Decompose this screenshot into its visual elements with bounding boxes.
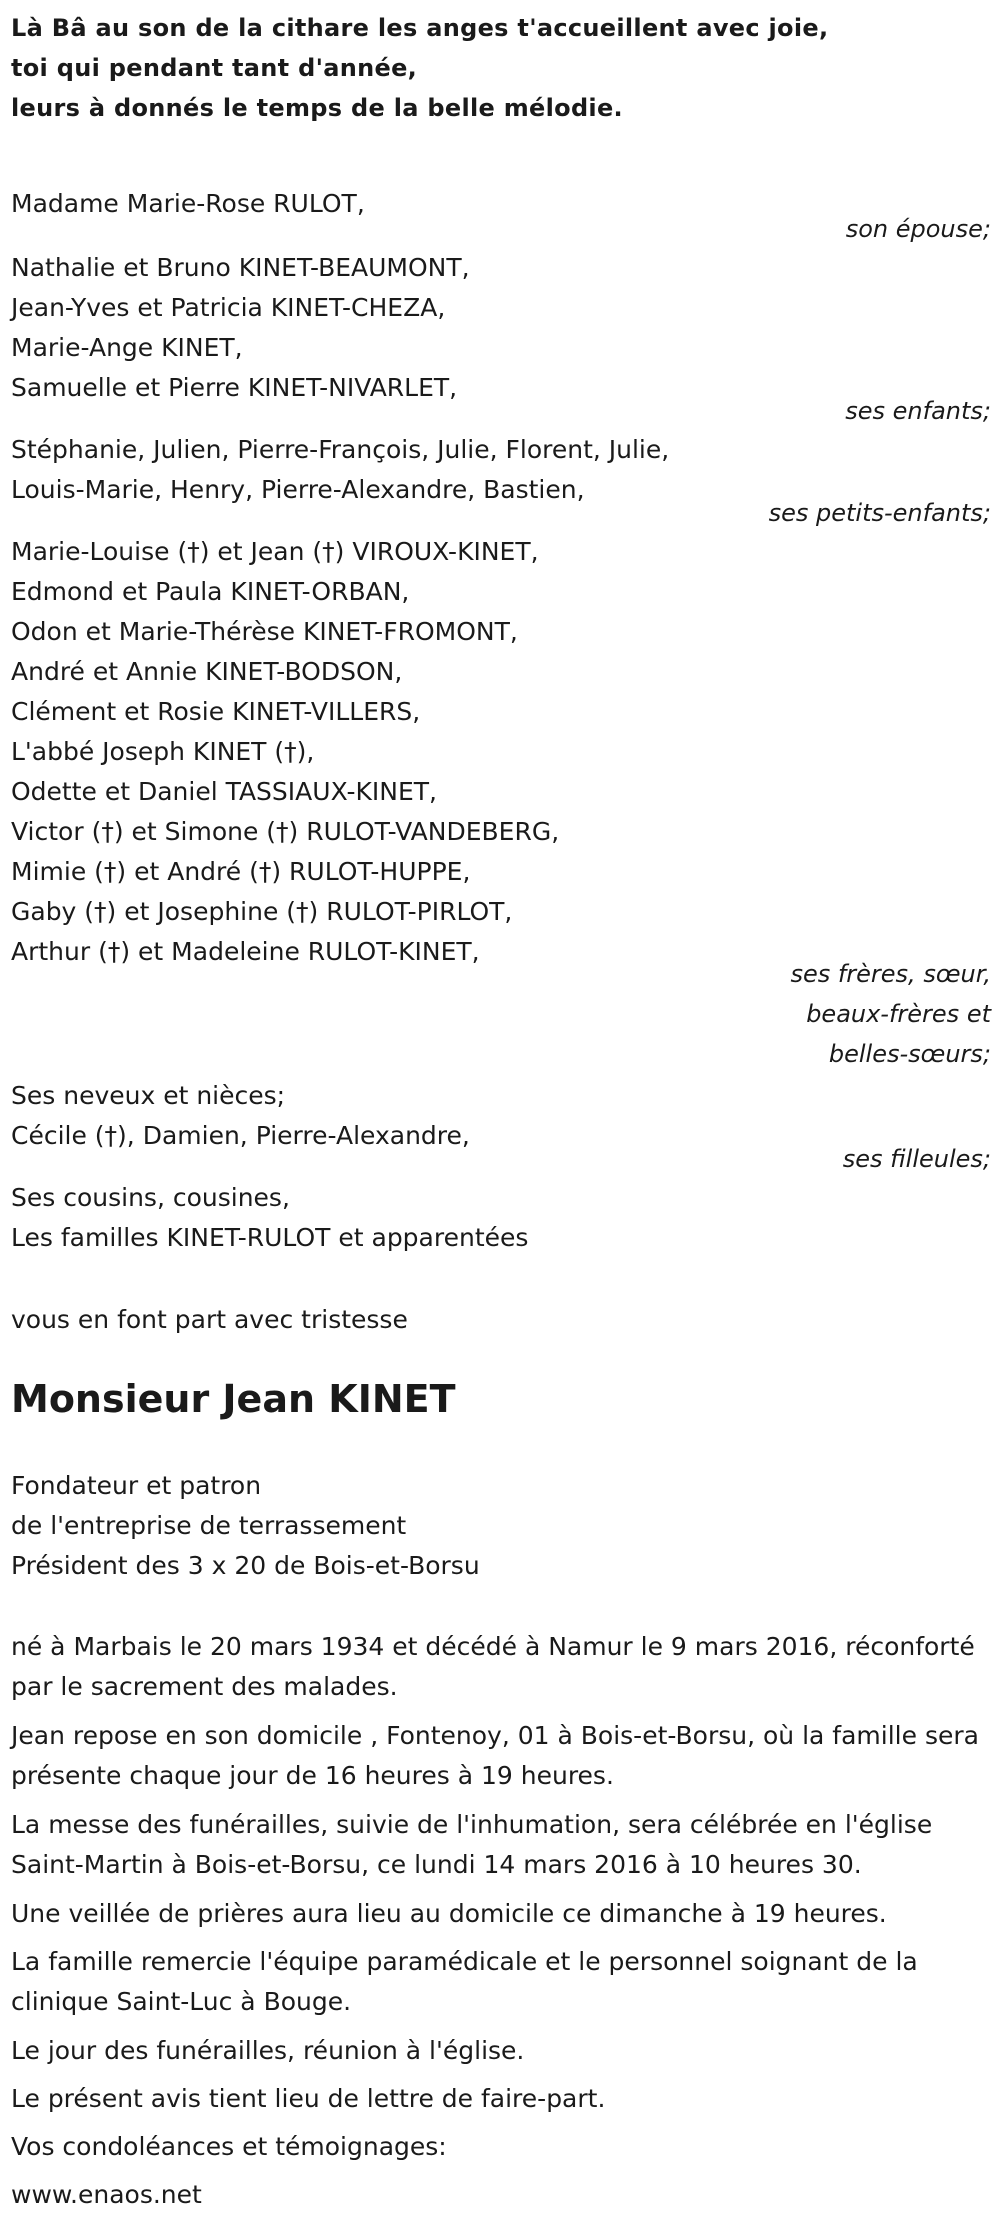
family-line: Nathalie et Bruno KINET-BEAUMONT, [11, 253, 470, 282]
role-godchildren [843, 1139, 991, 1179]
family-line: Cécile (†), Damien, Pierre-Alexandre, [11, 1121, 470, 1150]
family-line: Jean-Yves et Patricia KINET-CHEZA, [11, 293, 446, 322]
prayer-vigil-paragraph: Une veillée de prières aura lieu au domicile ce dimanche à 19 heures. [11, 1899, 887, 1928]
family-line: Ses neveux et nièces; [11, 1081, 286, 1110]
family-line: Marie-Louise (†) et Jean (†) VIROUX-KINET, [11, 537, 539, 566]
family-group-spouse [11, 184, 365, 224]
family-line: Ses cousins, cousines, [11, 1183, 290, 1212]
role-siblings [790, 954, 991, 1074]
role-children [845, 391, 991, 431]
family-line: Madame Marie-Rose RULOT, [11, 189, 365, 218]
funeral-mass-paragraph: La messe des funérailles, suivie de l'inhumation, sera célébrée en l'église Saint-Martin à Bois-et-Borsu, ce lundi 14 mars 2016 à 10 heures 30. [11, 1810, 933, 1879]
thanks-paragraph: La famille remercie l'équipe paramédicale et le personnel soignant de la clinique Saint-Luc à Bouge. [11, 1947, 918, 2016]
birth-death-paragraph: né à Marbais le 20 mars 1934 et décédé à Namur le 9 mars 2016, réconforté par le sacrement des malades. [11, 1632, 975, 1701]
role-line: ses enfants; [845, 397, 991, 425]
poem [11, 8, 828, 128]
deceased-name: Monsieur Jean KINET [11, 1377, 456, 1421]
family-line: L'abbé Joseph KINET (†), [11, 737, 315, 766]
title-line: de l'entreprise de terrassement [11, 1511, 407, 1540]
title-line: Président des 3 x 20 de Bois-et-Borsu [11, 1551, 480, 1580]
family-group-children [11, 248, 470, 408]
announcement-text: vous en font part avec tristesse [11, 1305, 408, 1334]
family-line: Gaby (†) et Josephine (†) RULOT-PIRLOT, [11, 897, 513, 926]
family-line: Victor (†) et Simone (†) RULOT-VANDEBERG, [11, 817, 560, 846]
family-line: Louis-Marie, Henry, Pierre-Alexandre, Bastien, [11, 475, 585, 504]
poem-line: leurs à donnés le temps de la belle mélodie. [11, 94, 623, 122]
family-line: Clément et Rosie KINET-VILLERS, [11, 697, 421, 726]
role-line: belles-sœurs; [828, 1040, 991, 1068]
family-group-godchildren [11, 1076, 470, 1156]
role-spouse [846, 209, 991, 249]
family-line: Arthur (†) et Madeleine RULOT-KINET, [11, 937, 480, 966]
family-line: Samuelle et Pierre KINET-NIVARLET, [11, 373, 458, 402]
role-line: ses filleules; [842, 1145, 991, 1173]
poem-line: Là Bâ au son de la cithare les anges t'accueillent avec joie, [11, 14, 829, 42]
role-line: beaux-frères et [806, 1000, 991, 1028]
vigil-location-paragraph: Jean repose en son domicile , Fontenoy, 01 à Bois-et-Borsu, où la famille sera présente chaque jour de 16 heures à 19 heures. [11, 1721, 979, 1790]
family-group-cousins [11, 1178, 528, 1258]
family-line: Marie-Ange KINET, [11, 333, 243, 362]
family-line: Edmond et Paula KINET-ORBAN, [11, 577, 410, 606]
website-link[interactable]: www.enaos.net [11, 2180, 202, 2209]
role-grandchildren [769, 493, 991, 533]
role-line: ses frères, sœur, [790, 960, 991, 988]
family-line: Stéphanie, Julien, Pierre-François, Julie, Florent, Julie, [11, 435, 670, 464]
notice-paragraph: Le présent avis tient lieu de lettre de faire-part. [11, 2084, 606, 2113]
poem-line: toi qui pendant tant d'année, [11, 54, 418, 82]
role-line: son épouse; [845, 215, 991, 243]
meeting-paragraph: Le jour des funérailles, réunion à l'église. [11, 2036, 525, 2065]
family-group-siblings [11, 532, 559, 972]
title-line: Fondateur et patron [11, 1471, 262, 1500]
family-group-grandchildren [11, 430, 669, 510]
condolences-paragraph: Vos condoléances et témoignages: [11, 2132, 447, 2161]
family-line: André et Annie KINET-BODSON, [11, 657, 403, 686]
family-line: Odette et Daniel TASSIAUX-KINET, [11, 777, 437, 806]
role-line: ses petits-enfants; [768, 499, 991, 527]
family-line: Odon et Marie-Thérèse KINET-FROMONT, [11, 617, 518, 646]
deceased-titles [11, 1466, 480, 1586]
family-line: Mimie (†) et André (†) RULOT-HUPPE, [11, 857, 471, 886]
family-line: Les familles KINET-RULOT et apparentées [11, 1223, 529, 1252]
